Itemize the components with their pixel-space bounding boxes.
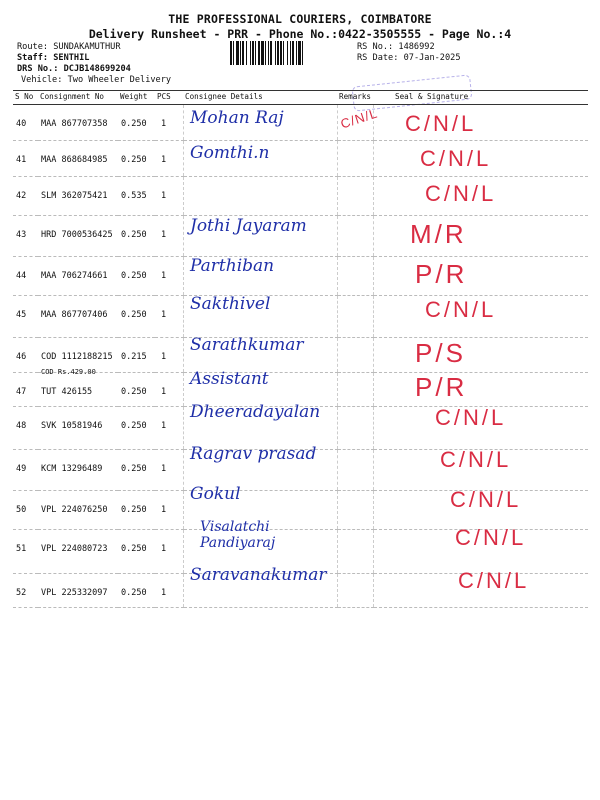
weight-cell [118, 257, 155, 296]
col-sno: S No [13, 91, 38, 105]
consignment-cell [38, 574, 118, 608]
barcode-bar [302, 41, 303, 65]
consignee-handwriting: Assistant [190, 369, 269, 389]
consignee-handwriting: Dheeradayalan [190, 402, 321, 422]
sno-cell [13, 450, 38, 491]
consignment-cell [38, 216, 118, 257]
remarks-cell [337, 373, 373, 407]
company-title: THE PROFESSIONAL COURIERS, COIMBATORE [168, 12, 432, 26]
weight-cell [118, 338, 155, 373]
barcode-bar [233, 41, 234, 65]
col-remarks: Remarks [337, 91, 373, 105]
weight-text: 0.250 [121, 119, 147, 129]
staff-value: SENTHIL [53, 53, 90, 63]
consignee-handwriting: Sarathkumar [190, 335, 304, 355]
rs-date-line [357, 53, 461, 63]
pcs-text: 1 [161, 588, 167, 598]
barcode-bar [277, 41, 279, 65]
weight-text: 0.250 [121, 271, 147, 281]
remarks-cell [337, 407, 373, 450]
consignment-text: COD 1112188215 [41, 352, 113, 362]
weight-text: 0.250 [121, 544, 147, 554]
sno-text: 41 [16, 155, 27, 165]
sno-cell [13, 491, 38, 530]
consignee-handwriting: Jothi Jayaram [190, 216, 307, 236]
sno-cell [13, 530, 38, 574]
signature-handwriting: C/N/L [425, 181, 497, 206]
pcs-text: 1 [161, 421, 167, 431]
consignment-cell [38, 407, 118, 450]
pcs-cell [155, 450, 183, 491]
barcode-bar [268, 41, 269, 65]
signature-handwriting: P/S [415, 338, 466, 368]
weight-cell [118, 177, 155, 216]
barcode-bar [236, 41, 239, 65]
weight-text: 0.215 [121, 352, 147, 362]
col-consignment: Consignment No [38, 91, 118, 105]
consignee-handwriting-line: Visalatchi Pandiyaraj [200, 519, 276, 551]
barcode [230, 41, 352, 65]
remarks-cell [337, 491, 373, 530]
barcode-bar [258, 41, 260, 65]
remarks-cell [337, 141, 373, 177]
pcs-text: 1 [161, 191, 167, 201]
weight-text: 0.250 [121, 464, 147, 474]
sno-cell [13, 141, 38, 177]
sno-text: 52 [16, 588, 27, 598]
signature-handwriting: P/R [415, 259, 468, 289]
table-row [13, 296, 588, 338]
drs-value: DCJB148699204 [63, 64, 131, 74]
consignment-cell [38, 257, 118, 296]
pcs-text: 1 [161, 230, 167, 240]
consignment-text: KCM 13296489 [41, 464, 103, 474]
rs-no-line [357, 42, 435, 52]
consignment-text: MAA 706274661 [41, 271, 108, 281]
weight-text: 0.250 [121, 505, 147, 515]
col-consignee: Consignee Details [183, 91, 337, 105]
col-signature: Seal & Signature [373, 91, 588, 105]
consignee-handwriting: Saravanakumar [190, 565, 327, 585]
sno-cell [13, 407, 38, 450]
weight-text: 0.250 [121, 588, 147, 598]
remarks-cell [337, 177, 373, 216]
consignment-text: VPL 225332097 [41, 588, 108, 598]
signature-handwriting: P/R [415, 372, 468, 402]
sno-cell [13, 373, 38, 407]
sno-text: 49 [16, 464, 27, 474]
sno-text: 46 [16, 352, 27, 362]
signature-handwriting: C/N/L [435, 405, 507, 430]
signature-handwriting: C/N/L [458, 568, 530, 593]
signature-handwriting: C/N/L [405, 111, 477, 136]
barcode-bar [240, 41, 241, 65]
runsheet-subtitle: Delivery Runsheet - PRR - Phone No.:0422-3505555 - Page No.:4 [88, 27, 512, 41]
pcs-text: 1 [161, 271, 167, 281]
cod-amount: COD Rs.429.00 [41, 368, 96, 376]
consignment-text: VPL 224076250 [41, 505, 108, 515]
pcs-cell [155, 216, 183, 257]
route-label: Route: [17, 42, 49, 52]
pcs-cell [155, 296, 183, 338]
drs-label: DRS No.: [17, 64, 59, 74]
signature-handwriting: C/N/L [440, 447, 512, 472]
remarks-cell [337, 296, 373, 338]
consignee-handwriting: Mohan Raj [190, 108, 284, 128]
table-row [13, 141, 588, 177]
vehicle-label: Vehicle: [21, 75, 63, 85]
consignment-cell [38, 177, 118, 216]
consignment-text: SLM 362075421 [41, 191, 108, 201]
sno-text: 48 [16, 421, 27, 431]
rs-no-value: 1486992 [398, 42, 435, 52]
weight-cell [118, 373, 155, 407]
sno-cell [13, 296, 38, 338]
weight-text: 0.250 [121, 421, 147, 431]
pcs-text: 1 [161, 387, 167, 397]
signature-handwriting: C/N/L [450, 487, 522, 512]
consignment-text: SVK 10581946 [41, 421, 103, 431]
remarks-cell [337, 257, 373, 296]
drs-line [17, 64, 131, 74]
col-weight: Weight [118, 91, 155, 105]
table-row [13, 105, 588, 141]
consignment-cell [38, 450, 118, 491]
vehicle-line [21, 75, 171, 85]
signature-handwriting: C/N/L [455, 525, 527, 550]
barcode-bar [298, 41, 301, 65]
barcode-bar [270, 41, 272, 65]
weight-text: 0.250 [121, 230, 147, 240]
remarks-cell [337, 338, 373, 373]
table-row [13, 257, 588, 296]
rs-date-label: RS Date: [357, 53, 399, 63]
barcode-bar [252, 41, 254, 65]
pcs-cell [155, 177, 183, 216]
barcode-bar [265, 41, 266, 65]
pcs-cell [155, 257, 183, 296]
pcs-text: 1 [161, 119, 167, 129]
weight-cell [118, 574, 155, 608]
consignee-handwriting: Gomthi.n [190, 143, 270, 163]
consignee-handwriting: Sakthivel [190, 294, 271, 314]
consignment-text: MAA 867707358 [41, 119, 108, 129]
weight-cell [118, 141, 155, 177]
signature-cell [373, 257, 588, 296]
route-line [17, 42, 121, 52]
remarks-cell [337, 216, 373, 257]
signature-cell [373, 373, 588, 407]
barcode-bar [250, 41, 251, 65]
signature-handwriting: M/R [410, 219, 467, 249]
sno-text: 42 [16, 191, 27, 201]
pcs-cell [155, 530, 183, 574]
sno-cell [13, 105, 38, 141]
barcode-bar [246, 41, 247, 65]
consignment-cell [38, 296, 118, 338]
consignment-cell [38, 105, 118, 141]
weight-text: 0.535 [121, 191, 147, 201]
sno-text: 51 [16, 544, 27, 554]
consignment-cell [38, 491, 118, 530]
consignment-text: MAA 867707406 [41, 310, 108, 320]
remarks-cell [337, 450, 373, 491]
consignment-text: VPL 224080723 [41, 544, 108, 554]
staff-line [17, 53, 89, 63]
consignee-handwriting: Ragrav prasad [190, 444, 317, 464]
remarks-cell [337, 574, 373, 608]
signature-cell [373, 216, 588, 257]
barcode-bar [296, 41, 297, 65]
sno-text: 43 [16, 230, 27, 240]
weight-cell [118, 407, 155, 450]
barcode-bar [255, 41, 256, 65]
pcs-text: 1 [161, 544, 167, 554]
weight-cell [118, 491, 155, 530]
weight-cell [118, 216, 155, 257]
signature-cell [373, 338, 588, 373]
rs-no-label: RS No.: [357, 42, 394, 52]
rs-date-value: 07-Jan-2025 [403, 53, 461, 63]
signature-handwriting: C/N/L [420, 146, 492, 171]
remarks-cell [337, 530, 373, 574]
staff-label: Staff: [17, 53, 49, 63]
weight-text: 0.250 [121, 387, 147, 397]
pcs-cell [155, 574, 183, 608]
weight-cell [118, 296, 155, 338]
barcode-bar [261, 41, 264, 65]
barcode-bar [283, 41, 284, 65]
pcs-text: 1 [161, 352, 167, 362]
pcs-cell [155, 373, 183, 407]
remarks-handwriting: C/N/L [338, 105, 380, 132]
vehicle-value: Two Wheeler Delivery [67, 75, 172, 85]
signature-handwriting: C/N/L [425, 297, 497, 322]
barcode-bar [242, 41, 244, 65]
sno-text: 44 [16, 271, 27, 281]
pcs-text: 1 [161, 155, 167, 165]
pcs-cell [155, 105, 183, 141]
weight-text: 0.250 [121, 310, 147, 320]
weight-cell [118, 105, 155, 141]
consignment-cell [38, 338, 118, 376]
barcode-bar [290, 41, 291, 65]
sno-text: 45 [16, 310, 27, 320]
pcs-text: 1 [161, 310, 167, 320]
pcs-cell [155, 141, 183, 177]
consignment-cell [38, 530, 118, 574]
consignment-text: TUT 426155 [41, 387, 93, 397]
sno-cell [13, 574, 38, 608]
consignee-handwriting: Parthiban [190, 256, 275, 276]
col-pcs: PCS [155, 91, 183, 105]
pcs-cell [155, 491, 183, 530]
barcode-bar [287, 41, 288, 65]
sno-cell [13, 177, 38, 216]
consignment-text: HRD 7000536425 [41, 230, 113, 240]
sno-cell [13, 338, 38, 373]
pcs-text: 1 [161, 505, 167, 515]
sno-text: 47 [16, 387, 27, 397]
weight-cell [118, 450, 155, 491]
sno-text: 50 [16, 505, 27, 515]
pcs-text: 1 [161, 464, 167, 474]
weight-text: 0.250 [121, 155, 147, 165]
consignment-cell [38, 373, 118, 407]
table-header-row [13, 91, 588, 105]
route-value: SUNDAKAMUTHUR [53, 42, 121, 52]
barcode-bar [292, 41, 294, 65]
weight-cell [118, 530, 155, 574]
consignment-text: MAA 868684985 [41, 155, 108, 165]
sno-text: 40 [16, 119, 27, 129]
consignee-handwriting: Gokul [190, 484, 241, 504]
sno-cell [13, 216, 38, 257]
sno-cell [13, 257, 38, 296]
pcs-cell [155, 407, 183, 450]
consignee-cell [183, 177, 337, 216]
pcs-cell [155, 338, 183, 373]
barcode-bar [280, 41, 282, 65]
barcode-bar [275, 41, 276, 65]
barcode-bar [230, 41, 232, 65]
consignee-handwriting [190, 519, 330, 551]
consignment-cell [38, 141, 118, 177]
table-row [13, 177, 588, 216]
